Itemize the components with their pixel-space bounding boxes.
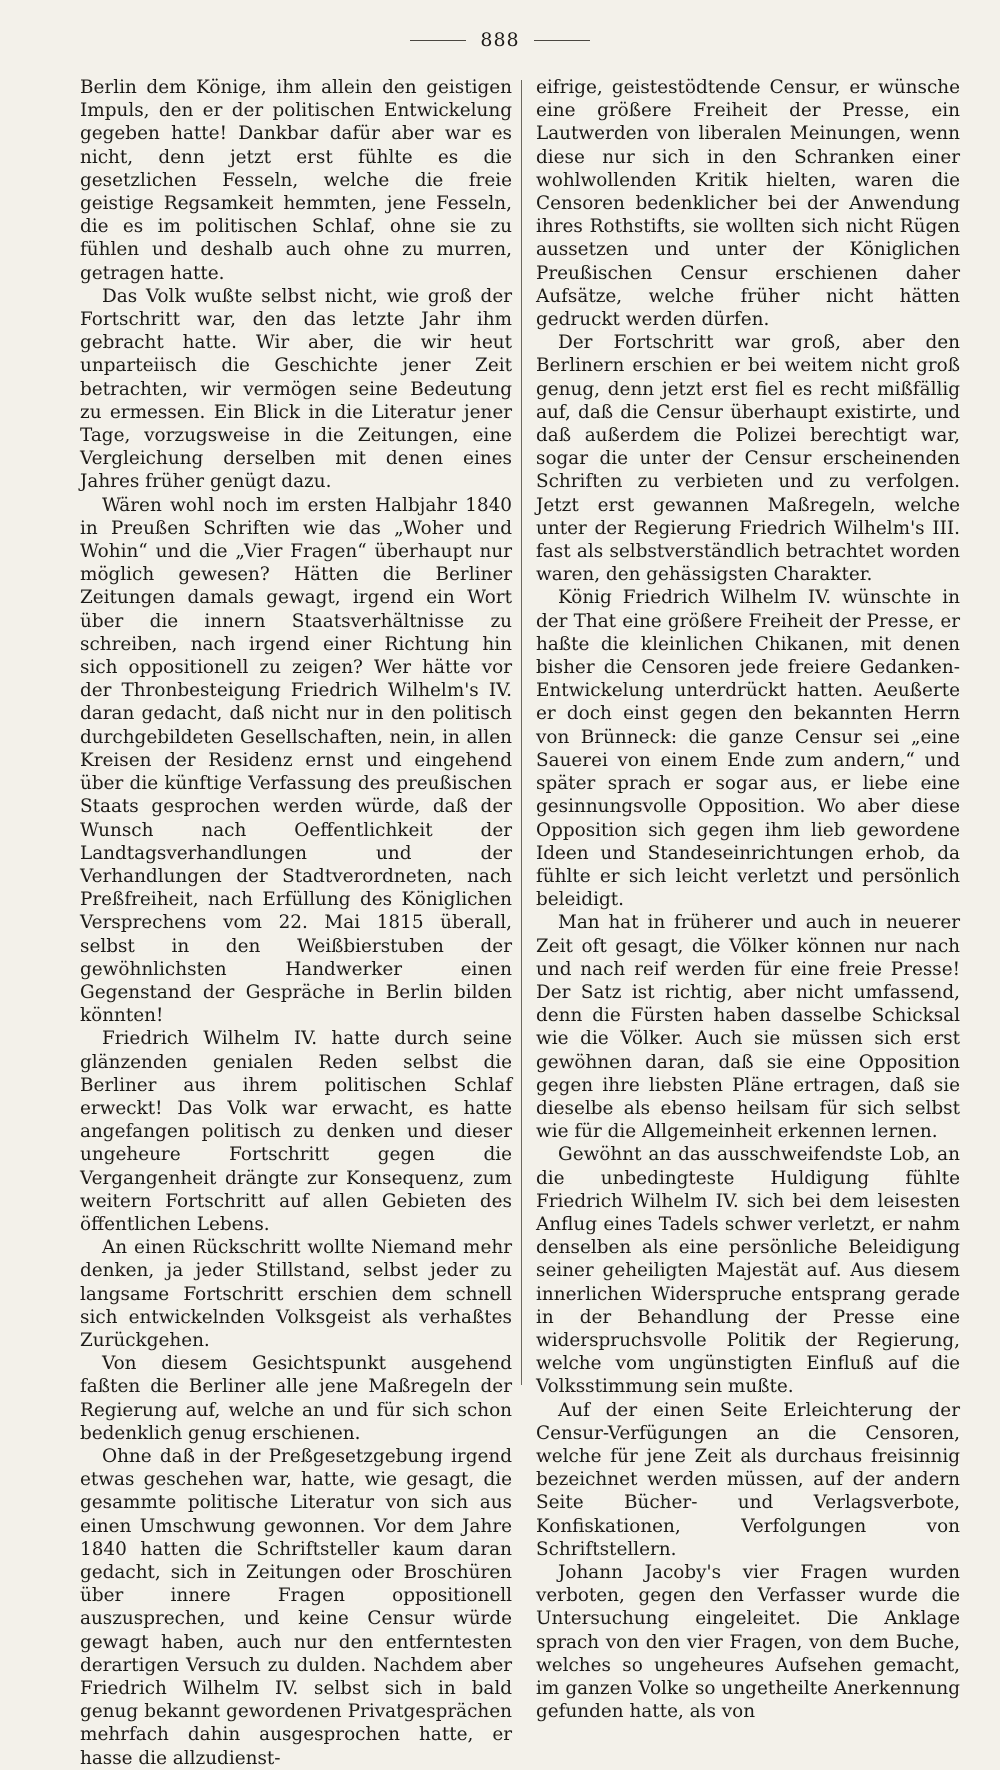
paragraph: eifrige, geistestödtende Censur, er wünsche eine größere Freiheit der Presse, ein Lautwerden von liberalen Meinungen, wenn diese nur sich in den Schranken einer wohlwollenden Kritik hielten, waren die Censoren bedenklicher bei der Anwendung ihres Rothstifts, sie wollten sich nicht Rügen aussetzen und unter der Königlichen Preußischen Censur erschienen daher Aufsätze, welche früher nicht hätten gedruckt werden dürfen. [536, 77, 960, 331]
paragraph: Berlin dem Könige, ihm allein den geistigen Impuls, den er der politischen Entwickelung gegeben hatte! Dankbar dafür aber war es nicht, denn jetzt erst fühlte es die gesetzlichen Fesseln, welche die freie geistige Regsamkeit hemmten, jene Fesseln, die es im politischen Schlaf, ohne sie zu fühlen und deshalb auch ohne zu murren, getragen hatte. [80, 77, 512, 284]
paragraph: Gewöhnt an das ausschweifendste Lob, an die unbedingteste Huldigung fühlte Friedrich Wilhelm IV. sich bei dem leisesten Anflug eines Tadels schwer verletzt, er nahm denselben als eine persönliche Beleidigung seiner geheiligten Majestät auf. Aus diesem innerlichen Widerspruche entsprang gerade in der Behandlung der Presse eine widerspruchsvolle Politik der Regierung, welche vom ungünstigten Einfluß auf die Volksstimmung sein mußte. [536, 1144, 960, 1398]
paragraph: Der Fortschritt war groß, aber den Berlinern erschien er bei weitem nicht groß genug, denn jetzt erst fiel es recht mißfällig auf, daß die Censur überhaupt existirte, und daß außerdem die Polizei berechtigt war, sogar die unter der Censur erscheinenden Schriften zu verbieten und zu verfolgen. Jetzt erst gewannen Maßregeln, welche unter der Regierung Friedrich Wilhelm's III. fast als selbstverständlich betrachtet worden waren, den gehässigsten Charakter. [536, 332, 960, 586]
paragraph: Wären wohl noch im ersten Halbjahr 1840 in Preußen Schriften wie das „Woher und Wohin“ und die „Vier Fragen“ überhaupt nur möglich gewesen? Hätten die Berliner Zeitungen damals gewagt, irgend ein Wort über die innern Staatsverhältnisse zu schreiben, nach irgend einer Richtung hin sich oppositionell zu zeigen? Wer hätte vor der Thronbesteigung Friedrich Wilhelm's IV. daran gedacht, daß nicht nur in den politisch durchgebildeten Gesellschaften, nein, in allen Kreisen der Residenz ernst und eingehend über die künftige Verfassung des preußischen Staats gesprochen werden würde, daß der Wunsch nach Oeffentlichkeit der Landtagsverhandlungen und der Verhandlungen der Stadtverordneten, nach Preßfreiheit, nach Erfüllung des Königlichen Versprechens vom 22. Mai 1815 überall, selbst in den Weißbierstuben der gewöhnlichsten Handwerker einen Gegenstand der Gespräche in Berlin bilden könnten! [80, 494, 512, 1027]
paragraph: Johann Jacoby's vier Fragen wurden verboten, gegen den Verfasser wurde die Untersuchung eingeleitet. Die Anklage sprach von den vier Fragen, von dem Buche, welches so ungeheures Aufsehen gemacht, im ganzen Volke so ungetheilte Anerkennung gefunden hatte, als von [536, 1562, 960, 1723]
paragraph: Auf der einen Seite Erleichterung der Censur-Verfügungen an die Censoren, welche für jene Zeit als durchaus freisinnig bezeichnet werden müssen, auf der andern Seite Bücher- und Verlagsverbote, Konfiskationen, Verfolgungen von Schriftstellern. [536, 1399, 960, 1560]
right-column [536, 76, 960, 1723]
paragraph: Man hat in früherer und auch in neuerer Zeit oft gesagt, die Völker können nur nach und nach reif werden für eine freie Presse! Der Satz ist richtig, aber nicht umfassend, denn die Fürsten haben dasselbe Schicksal wie die Völker. Auch sie müssen sich erst gewöhnen daran, daß sie eine Opposition gegen ihre liebsten Pläne ertragen, daß sie dieselbe als ebenso heilsam für sich selbst wie für die Allgemeinheit erkennen lernen. [536, 912, 960, 1143]
paragraph: Ohne daß in der Preßgesetzgebung irgend etwas geschehen war, hatte, wie gesagt, die gesammte politische Literatur von sich aus einen Umschwung gewonnen. Vor dem Jahre 1840 hatten die Schriftsteller kaum daran gedacht, sich in Zeitungen oder Broschüren über innere Fragen oppositionell auszusprechen, und keine Censur würde gewagt haben, auch nur den entferntesten derartigen Versuch zu dulden. Nachdem aber Friedrich Wilhelm IV. selbst sich in bald genug bekannt gewordenen Privatgesprächen mehrfach dahin ausgesprochen hatte, er hasse die allzudienst- [80, 1445, 512, 1769]
paragraph: König Friedrich Wilhelm IV. wünschte in der That eine größere Freiheit der Presse, er haßte die kleinlichen Chikanen, mit denen bisher die Censoren jede freiere Gedanken-Entwickelung unterdrückt hatten. Aeußerte er doch einst gegen den bekannten Herrn von Brünneck: die ganze Censur sei „eine Sauerei von einem Ende zum andern,“ und später sprach er sogar aus, er liebe eine gesinnungsvolle Opposition. Wo aber diese Opposition sich gegen ihm lieb gewordene Ideen und Standeseinrichtungen erhob, da fühlte er sich leicht verletzt und persönlich beleidigt. [536, 587, 960, 911]
header-rule-left [410, 40, 466, 41]
header-rule-right [534, 40, 590, 41]
paragraph: An einen Rückschritt wollte Niemand mehr denken, ja jeder Stillstand, selbst jeder zu langsame Fortschritt erschien dem schnell sich entwickelnden Volksgeist als verhaßtes Zurückgehen. [80, 1237, 512, 1351]
left-column [80, 76, 512, 1770]
page-header [0, 28, 1000, 52]
paragraph: Das Volk wußte selbst nicht, wie groß der Fortschritt war, den das letzte Jahr ihm gebracht hatte. Wir aber, die wir heut unparteiisch die Geschichte jener Zeit betrachten, wir vermögen seine Bedeutung zu ermessen. Ein Blick in die Literatur jener Tage, vorzugsweise in die Zeitungen, eine Vergleichung derselben mit denen eines Jahres früher genügt dazu. [80, 285, 512, 493]
page-number: 888 [480, 29, 520, 51]
paragraph: Von diesem Gesichtspunkt ausgehend faßten die Berliner alle jene Maßregeln der Regierung auf, welche an und für sich schon bedenklich genug erschienen. [80, 1353, 512, 1444]
paragraph: Friedrich Wilhelm IV. hatte durch seine glänzenden genialen Reden selbst die Berliner aus ihrem politischen Schlaf erweckt! Das Volk war erwacht, es hatte angefangen politisch zu denken und dieser ungeheure Fortschritt gegen die Vergangenheit drängte zur Konsequenz, zum weitern Fortschritt auf allen Gebieten des öffentlichen Lebens. [80, 1028, 512, 1235]
column-divider [521, 80, 522, 1385]
